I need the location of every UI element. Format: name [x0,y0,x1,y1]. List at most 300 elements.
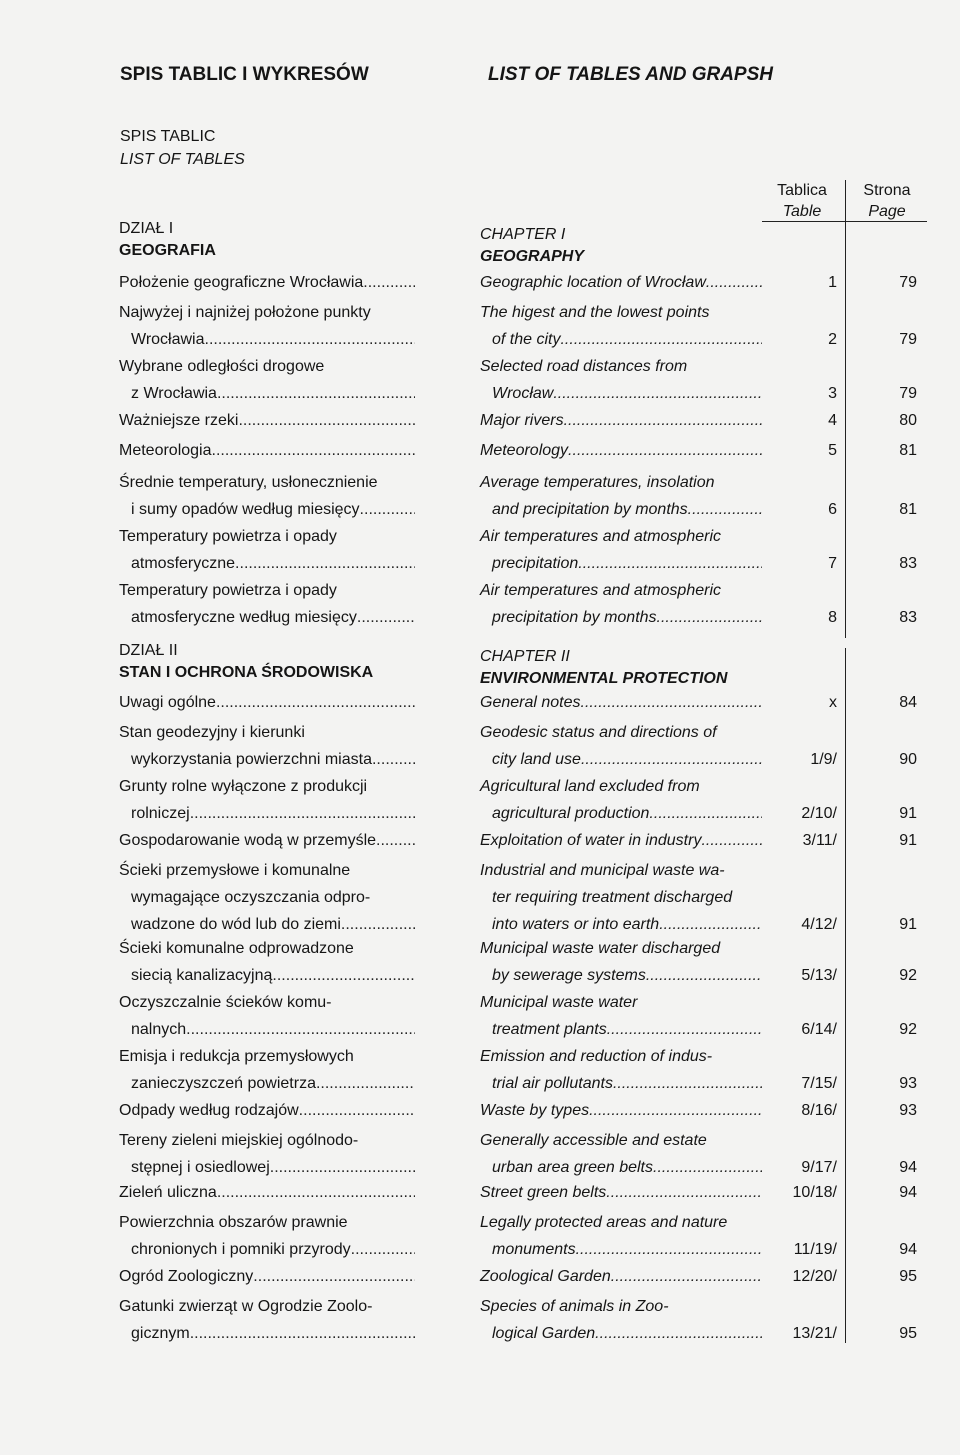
page-number: 81 [899,442,917,459]
toc-entry-pl-line [119,270,415,297]
toc-entry-pl-text: Gatunki zwierząt w Ogrodzie Zoolo- [119,1298,373,1315]
chapter-title-pl: STAN I OCHRONA ŚRODOWISKA [119,664,374,681]
dot-leader [235,551,415,578]
dot-leader [272,963,415,990]
toc-entry-en-line [480,1128,762,1155]
dot-leader [372,747,415,774]
toc-entry-pl-text: Najwyżej i najniżej położone punkty [119,304,371,321]
table-number: 10/18/ [792,1184,837,1201]
dot-leader [363,270,415,297]
toc-entry-pl-line [119,300,415,327]
page-number: 92 [899,1021,917,1038]
toc-entry-pl-line [119,885,415,912]
subtitle-pl: SPIS TABLIC [120,128,216,145]
toc-entry-pl-text: Temperatury powietrza i opady [119,582,337,599]
toc-entry-pl-text: zanieczyszczeń powietrza [131,1075,316,1092]
toc-entry-pl-line [119,1128,415,1155]
toc-entry-pl-text: chronionych i pomniki przyrody [131,1241,351,1258]
page-number: 91 [899,916,917,933]
chapter-label-en: CHAPTER I [480,226,566,243]
toc-entry-pl [119,858,415,939]
toc-entry-pl [119,1044,415,1098]
toc-entry-pl-line [119,936,415,963]
table-number: 9/17/ [801,1159,837,1176]
table-number: 4 [828,412,837,429]
dot-leader [613,1071,762,1098]
dot-leader [581,747,762,774]
toc-entry-pl-text: nalnych [131,1021,187,1038]
toc-entry [0,1264,960,1291]
toc-entry-en [480,408,762,435]
page-number: 94 [899,1159,917,1176]
dot-leader [360,497,415,524]
toc-entry [0,270,960,297]
toc-entry-pl-text: Meteorologia [119,442,212,459]
dot-leader [357,605,415,632]
toc-entry-pl [119,1210,415,1264]
toc-entry-en-line [480,1155,762,1182]
dot-leader [649,801,762,828]
chapter-title-en: GEOGRAPHY [480,248,585,265]
table-number: 1/9/ [810,751,837,768]
table-number: 8 [828,609,837,626]
page-number: 80 [899,412,917,429]
toc-entry [0,1128,960,1182]
dot-leader [576,1237,762,1264]
toc-entry-pl-line [119,1017,415,1044]
toc-entry-pl-line [119,1264,415,1291]
dot-leader [560,327,762,354]
toc-entry-en-line [480,936,762,963]
column-header-table [762,180,842,222]
toc-entry-en-line [480,327,762,354]
toc-entry [0,990,960,1044]
dot-leader [646,963,762,990]
toc-entry-en-line [480,551,762,578]
toc-entry-en [480,470,762,524]
chapter-heading-en [480,646,762,690]
toc-entry-pl-text: Ścieki komunalne odprowadzone [119,940,354,957]
toc-entry-en [480,1044,762,1098]
toc-entry-en-text: Meteorology [480,442,569,459]
toc-entry-en [480,578,762,632]
toc-entry-en [480,438,762,465]
toc-entry-en-text: Wrocław [492,385,554,402]
column-header-table-en: Table [782,203,822,220]
toc-entry-en-text: urban area green belts [492,1159,653,1176]
toc-entry-pl-line [119,551,415,578]
table-number: 5/13/ [801,967,837,984]
toc-entry [0,774,960,828]
toc-entry-en-text: Geographic location of Wrocław [480,274,706,291]
table-number: 7/15/ [801,1075,837,1092]
toc-entry-en-line [480,1044,762,1071]
toc-entry-pl-line [119,578,415,605]
toc-entry-en-text: Waste by types [480,1102,590,1119]
toc-entry-en [480,936,762,990]
page-number: 95 [899,1325,917,1342]
dot-leader [351,1237,415,1264]
toc-entry-pl [119,936,415,990]
dot-leader [205,327,416,354]
toc-entry-pl-line [119,774,415,801]
toc-entry-en-text: The higest and the lowest points [480,304,710,321]
dot-leader [653,1155,762,1182]
page-number: 84 [899,694,917,711]
toc-entry-en-text: Industrial and municipal waste wa- [480,862,725,879]
toc-entry [0,1180,960,1207]
dot-leader [659,912,762,939]
toc-entry-en-text: Geodesic status and directions of [480,724,717,741]
toc-entry-pl [119,1264,415,1291]
toc-entry-en-text: Air temperatures and atmospheric [480,528,721,545]
toc-entry-pl-line [119,408,415,435]
table-number: 12/20/ [792,1268,837,1285]
toc-entry-pl-text: Stan geodezyjny i kierunki [119,724,305,741]
toc-entry-en-text: precipitation [492,555,579,572]
toc-entry-en-line [480,1017,762,1044]
toc-entry-pl-line [119,1071,415,1098]
page-number: 79 [899,385,917,402]
toc-entry [0,858,960,939]
table-number: 6/14/ [801,1021,837,1038]
column-header-table-pl: Tablica [777,182,827,199]
page-number: 91 [899,832,917,849]
table-number: 2 [828,331,837,348]
toc-entry-pl-text: Odpady według rodzajów [119,1102,299,1119]
dot-leader [217,381,415,408]
chapter-label-en: CHAPTER II [480,648,570,665]
toc-entry [0,408,960,435]
table-number: 7 [828,555,837,572]
toc-entry-pl [119,354,415,408]
toc-entry-pl-line [119,354,415,381]
toc-entry [0,1098,960,1125]
toc-entry-pl-line [119,1155,415,1182]
toc-entry-pl [119,690,415,717]
toc-entry-pl [119,524,415,578]
toc-entry-pl-text: gicznym [131,1325,190,1342]
toc-entry-pl [119,300,415,354]
dot-leader [253,1264,415,1291]
toc-entry [0,1210,960,1264]
dot-leader [701,828,762,855]
toc-entry-en-line [480,270,762,297]
subtitle-en: LIST OF TABLES [120,151,245,168]
toc-entry-en [480,1294,762,1348]
chapter-heading-en [480,224,762,268]
page-number: 95 [899,1268,917,1285]
toc-entry-en-text: logical Garden [492,1325,596,1342]
toc-entry-pl-text: z Wrocławia [131,385,217,402]
table-number: 2/10/ [801,805,837,822]
column-header-page-pl: Strona [863,182,911,199]
column-header-page-en: Page [868,203,906,220]
toc-entry-en [480,1098,762,1125]
toc-entry-pl-line [119,605,415,632]
toc-entry-en-text: Street green belts [480,1184,607,1201]
toc-entry-pl-text: Ogród Zoologiczny [119,1268,254,1285]
toc-entry-pl-line [119,1180,415,1207]
toc-entry-pl-text: stępnej i osiedlowej [131,1159,270,1176]
toc-entry-pl-line [119,1237,415,1264]
toc-entry-pl-text: Wrocławia [131,331,205,348]
toc-entry-pl-text: Emisja i redukcja przemysłowych [119,1048,354,1065]
toc-entry-en-line [480,381,762,408]
toc-entry [0,300,960,354]
toc-entry-en-text: into waters or into earth [492,916,660,933]
toc-entry-pl-line [119,1294,415,1321]
toc-entry-pl-text: Gospodarowanie wodą w przemyśle [119,832,377,849]
dot-leader [270,1155,415,1182]
toc-entry-en [480,1210,762,1264]
chapter-heading-pl [119,218,415,262]
toc-entry-pl-text: Zieleń uliczna [119,1184,217,1201]
toc-entry-en-line [480,1264,762,1291]
toc-entry-en-text: treatment plants [492,1021,607,1038]
table-number: 1 [828,274,837,291]
toc-entry-en-text: Zoological Garden [480,1268,611,1285]
dot-leader [186,1017,415,1044]
toc-entry-en-line [480,354,762,381]
toc-entry-en-text: Major rivers [480,412,564,429]
toc-entry-en-line [480,828,762,855]
toc-entry-en-line [480,963,762,990]
toc-entry-pl-text: Uwagi ogólne [119,694,216,711]
dot-leader [589,1098,762,1125]
toc-entry-en-line [480,1294,762,1321]
toc-entry-en-line [480,801,762,828]
toc-entry-en-text: Species of animals in Zoo- [480,1298,669,1315]
toc-entry-en-text: monuments [492,1241,576,1258]
chapter-title-pl: GEOGRAFIA [119,242,216,259]
table-number: 3/11/ [802,832,837,849]
chapter-title-en: ENVIRONMENTAL PROTECTION [480,670,728,687]
toc-entry [0,690,960,717]
toc-entry-pl-line [119,381,415,408]
toc-entry-en [480,774,762,828]
toc-entry-en [480,858,762,939]
toc-entry-pl-text: Oczyszczalnie ścieków komu- [119,994,332,1011]
toc-entry-pl [119,828,415,855]
toc-entry-pl-text: Średnie temperatury, usłonecznienie [119,474,378,491]
toc-entry-en [480,990,762,1044]
toc-entry-pl-text: Powierzchnia obszarów prawnie [119,1214,348,1231]
toc-entry [0,354,960,408]
table-number: x [829,694,837,711]
toc-entry-en-line [480,912,762,939]
toc-entry-en-text: by sewerage systems [492,967,646,984]
chapter-label-pl: DZIAŁ II [119,642,178,659]
toc-entry-en-text: city land use [492,751,581,768]
page-number: 91 [899,805,917,822]
table-number: 8/16/ [801,1102,837,1119]
page-number: 93 [899,1075,917,1092]
toc-entry-en-line [480,470,762,497]
toc-entry-pl-text: Wybrane odległości drogowe [119,358,325,375]
toc-entry-en-text: ter requiring treatment discharged [492,889,733,906]
dot-leader [217,1180,415,1207]
toc-entry-en-line [480,1321,762,1348]
toc-entry-en-text: General notes [480,694,581,711]
toc-entry-pl-line [119,524,415,551]
toc-entry-en-text: Agricultural land excluded from [480,778,700,795]
dot-leader [657,605,762,632]
dot-leader [607,1017,762,1044]
toc-entry-en-line [480,858,762,885]
toc-entry-pl-text: rolniczej [131,805,190,822]
toc-entry [0,578,960,632]
dot-leader [568,438,762,465]
toc-entry-en-text: of the city [492,331,561,348]
toc-entry [0,936,960,990]
page-number: 79 [899,331,917,348]
dot-leader [190,1321,415,1348]
toc-entry-en-text: Air temperatures and atmospheric [480,582,721,599]
toc-entry-pl-line [119,747,415,774]
toc-entry-en-line [480,408,762,435]
page-number: 93 [899,1102,917,1119]
toc-entry-pl [119,578,415,632]
toc-entry-pl-line [119,438,415,465]
toc-entry-pl-line [119,497,415,524]
toc-entry-en-line [480,1180,762,1207]
toc-entry [0,470,960,524]
toc-entry-en-line [480,1210,762,1237]
toc-entry-pl-line [119,858,415,885]
toc-entry-en-text: agricultural production [492,805,650,822]
toc-entry-en-line [480,300,762,327]
toc-entry-en-text: trial air pollutants [492,1075,613,1092]
toc-entry-pl-text: Ważniejsze rzeki [119,412,239,429]
toc-entry-pl-text: atmosferyczne według miesięcy [131,609,357,626]
toc-entry-pl-text: Położenie geograficzne Wrocławia [119,274,364,291]
page-number: 83 [899,555,917,572]
toc-entry-en-text: Average temperatures, insolation [480,474,715,491]
dot-leader [316,1071,415,1098]
toc-entry-pl-line [119,1321,415,1348]
dot-leader [578,551,762,578]
toc-entry-pl-text: Grunty rolne wyłączone z produkcji [119,778,368,795]
toc-entry-pl-line [119,720,415,747]
page-number: 92 [899,967,917,984]
dot-leader [341,912,415,939]
dot-leader [595,1321,762,1348]
toc-entry [0,438,960,465]
toc-entry-pl [119,1180,415,1207]
toc-entry-pl-line [119,912,415,939]
toc-entry-pl [119,1294,415,1348]
toc-entry-pl-line [119,470,415,497]
toc-entry-en [480,1180,762,1207]
toc-entry-pl-text: Temperatury powietrza i opady [119,528,337,545]
toc-entry-pl [119,774,415,828]
toc-entry-en-line [480,885,762,912]
toc-entry-en-text: Legally protected areas and nature [480,1214,728,1231]
toc-entry-pl [119,470,415,524]
toc-entry-en-text: Selected road distances from [480,358,688,375]
table-number: 4/12/ [801,916,837,933]
toc-entry-en-line [480,605,762,632]
page-number: 79 [899,274,917,291]
toc-entry-en-text: Emission and reduction of indus- [480,1048,713,1065]
dot-leader [606,1180,762,1207]
toc-entry-pl-line [119,690,415,717]
dot-leader [216,690,415,717]
page-number: 90 [899,751,917,768]
toc-entry-en-text: Generally accessible and estate [480,1132,707,1149]
dot-leader [238,408,415,435]
toc-entry-en-line [480,438,762,465]
table-number: 6 [828,501,837,518]
page-number: 83 [899,609,917,626]
header-title-pl: SPIS TABLIC I WYKRESÓW [120,64,369,85]
toc-entry-pl-text: atmosferyczne [131,555,236,572]
table-number: 5 [828,442,837,459]
toc-entry-en [480,300,762,354]
toc-entry-en-line [480,747,762,774]
table-number: 13/21/ [792,1325,837,1342]
chapter-heading-pl [119,640,415,684]
toc-entry-en-line [480,1237,762,1264]
dot-leader [553,381,762,408]
toc-entry [0,828,960,855]
toc-entry-pl-line [119,1098,415,1125]
toc-entry-en-line [480,524,762,551]
toc-entry-en-line [480,497,762,524]
toc-entry-pl [119,270,415,297]
toc-entry-en [480,1264,762,1291]
dot-leader [212,438,416,465]
toc-entry [0,1294,960,1348]
toc-entry [0,1044,960,1098]
toc-entry-pl-text: siecią kanalizacyjną [131,967,273,984]
chapter-label-pl: DZIAŁ I [119,220,174,237]
page-number: 94 [899,1184,917,1201]
toc-entry-en-line [480,990,762,1017]
dot-leader [611,1264,762,1291]
toc-entry-en [480,690,762,717]
toc-entry-en-text: Municipal waste water [480,994,638,1011]
toc-entry-pl [119,438,415,465]
column-header-page [847,180,927,222]
toc-entry-pl-text: wadzone do wód lub do ziemi [131,916,341,933]
toc-entry-pl-line [119,327,415,354]
toc-entry-en-line [480,690,762,717]
toc-entry-en-line [480,1098,762,1125]
dot-leader [376,828,415,855]
toc-entry-en [480,354,762,408]
toc-entry-en-text: precipitation by months [492,609,657,626]
toc-entry-pl [119,408,415,435]
toc-entry-en [480,1128,762,1182]
dot-leader [190,801,415,828]
toc-entry-pl-text: i sumy opadów według miesięcy [131,501,360,518]
toc-entry-pl-line [119,990,415,1017]
toc-entry-en-text: Exploitation of water in industry [480,832,702,849]
table-number: 3 [828,385,837,402]
page-number: 81 [899,501,917,518]
toc-entry-pl [119,720,415,774]
toc-entry-en-line [480,774,762,801]
toc-entry-pl-line [119,963,415,990]
toc-entry-pl [119,1128,415,1182]
dot-leader [564,408,762,435]
toc-entry-pl [119,990,415,1044]
toc-entry [0,720,960,774]
toc-entry-en [480,720,762,774]
dot-leader [299,1098,415,1125]
